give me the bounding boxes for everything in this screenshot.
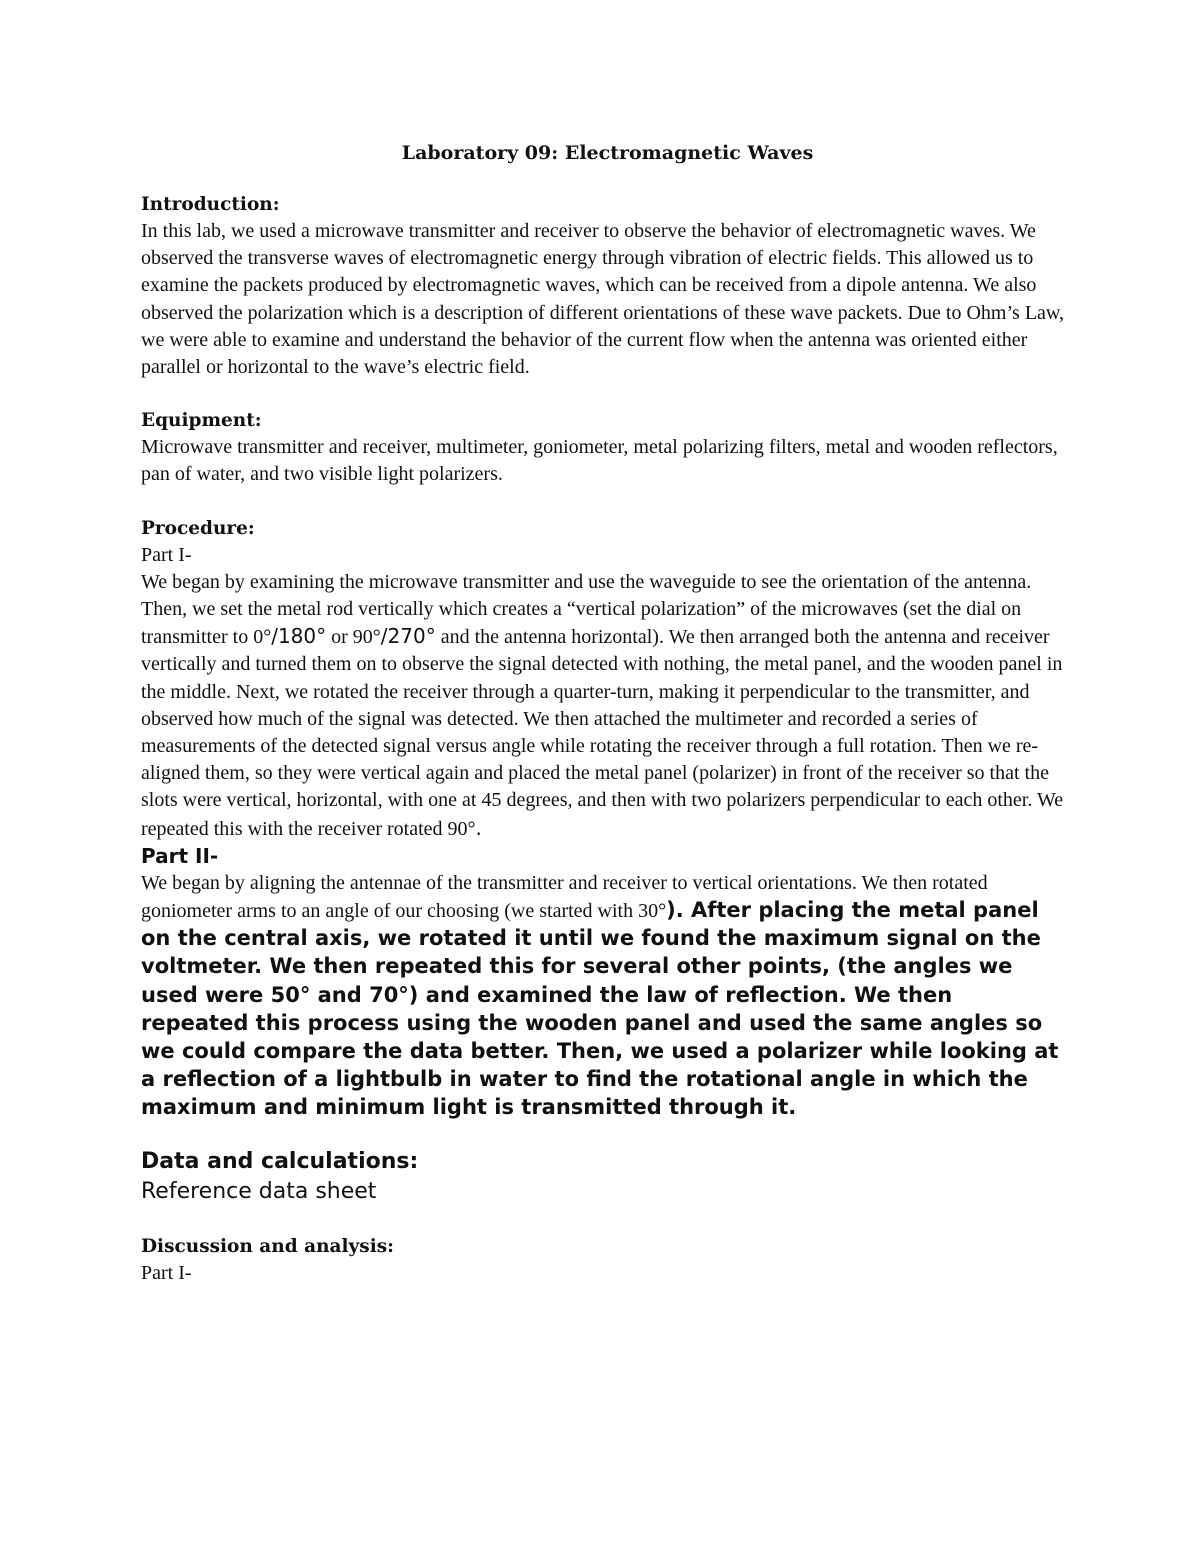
part1-degree-b: /270° xyxy=(380,624,436,649)
equipment-text: Microwave transmitter and receiver, multimeter, goniometer, metal polarizing filters, metal and wooden reflectors, pan of water, and two visible light polarizers. xyxy=(141,436,1058,486)
document-title: Laboratory 09: Electromagnetic Waves xyxy=(401,142,814,164)
procedure-part2-label: Part II- xyxy=(141,843,219,868)
data-reference-text: Reference data sheet xyxy=(141,1178,377,1204)
procedure-part1-label: Part I- xyxy=(141,543,192,566)
procedure-heading: Procedure: xyxy=(141,517,255,539)
discussion-part1-label: Part I- xyxy=(141,1261,192,1284)
part1-text-a: We began by examining the microwave transmitter and use the waveguide to see the orientation of the antenna. Then, we set the metal rod vertically which creates a “vertical polarization” of the microwaves (set the dial on transmitter to 0° xyxy=(141,570,1032,649)
data-heading: Data and calculations: xyxy=(141,1148,419,1174)
part1-text-c: and the antenna horizontal). We then arranged both the antenna and receiver vertically and turned them on to observe the signal detected with nothing, the metal panel, and the wooden panel in the middle. Next, we rotated the receiver through a quarter-turn, making it perpendicular to the transmitter, and observed how much of the signal was detected. We then attached the multimeter and recorded a series of measurements of the detected signal versus angle while rotating the receiver through a full rotation. Then we re-aligned them, so they were vertical again and placed the metal panel (polarizer) in front of the receiver so that the slots were vertical, horizontal, with one at 45 degrees, and then with two polarizers perpendicular to each other. We repeated this with the receiver rotated 90° xyxy=(141,626,1064,840)
part2-text-a: We began by aligning the antennae of the transmitter and receiver to vertical orientations. We then rotated goniometer arms to an angle of our choosing (we started with 30° xyxy=(141,871,988,923)
part2-text-b: ). After placing the metal panel on the central axis, we rotated it until we found the maximum signal on the voltmeter. We then repeated this for several other points, (the angles we used were 50° and 70°) and examined the law of reflection. We then repeated this process using the wooden panel and used the same angles so we could compare the data better. Then, we used a polarizer while looking at a reflection of a lightbulb in water to find the rotational angle in which the maximum and minimum light is transmitted through it. xyxy=(141,898,1059,1120)
part1-end: . xyxy=(475,815,482,840)
introduction-section xyxy=(141,191,1066,381)
equipment-heading: Equipment: xyxy=(141,410,262,432)
part1-degree-a: /180° xyxy=(271,624,327,649)
equipment-section xyxy=(141,407,1066,488)
discussion-section xyxy=(141,1233,1066,1287)
discussion-heading: Discussion and analysis: xyxy=(141,1235,394,1257)
introduction-text: In this lab, we used a microwave transmitter and receiver to observe the behavior of electromagnetic waves. We observed the transverse waves of electromagnetic energy through vibration of electric fields. This allowed us to examine the packets produced by electromagnetic waves, which can be received from a dipole antenna. We also observed the polarization which is a description of different orientations of these wave packets. Due to Ohm’s Law, we were able to examine and understand the behavior of the current flow when the antenna was oriented either parallel or horizontal to the wave’s electric field. xyxy=(141,220,1065,379)
procedure-part1-text xyxy=(141,569,1066,843)
part1-text-b: or 90° xyxy=(326,626,381,649)
document-page xyxy=(141,140,1066,1287)
procedure-section xyxy=(141,515,1066,1123)
introduction-heading: Introduction: xyxy=(141,194,280,215)
procedure-part2-text xyxy=(141,870,1066,1123)
